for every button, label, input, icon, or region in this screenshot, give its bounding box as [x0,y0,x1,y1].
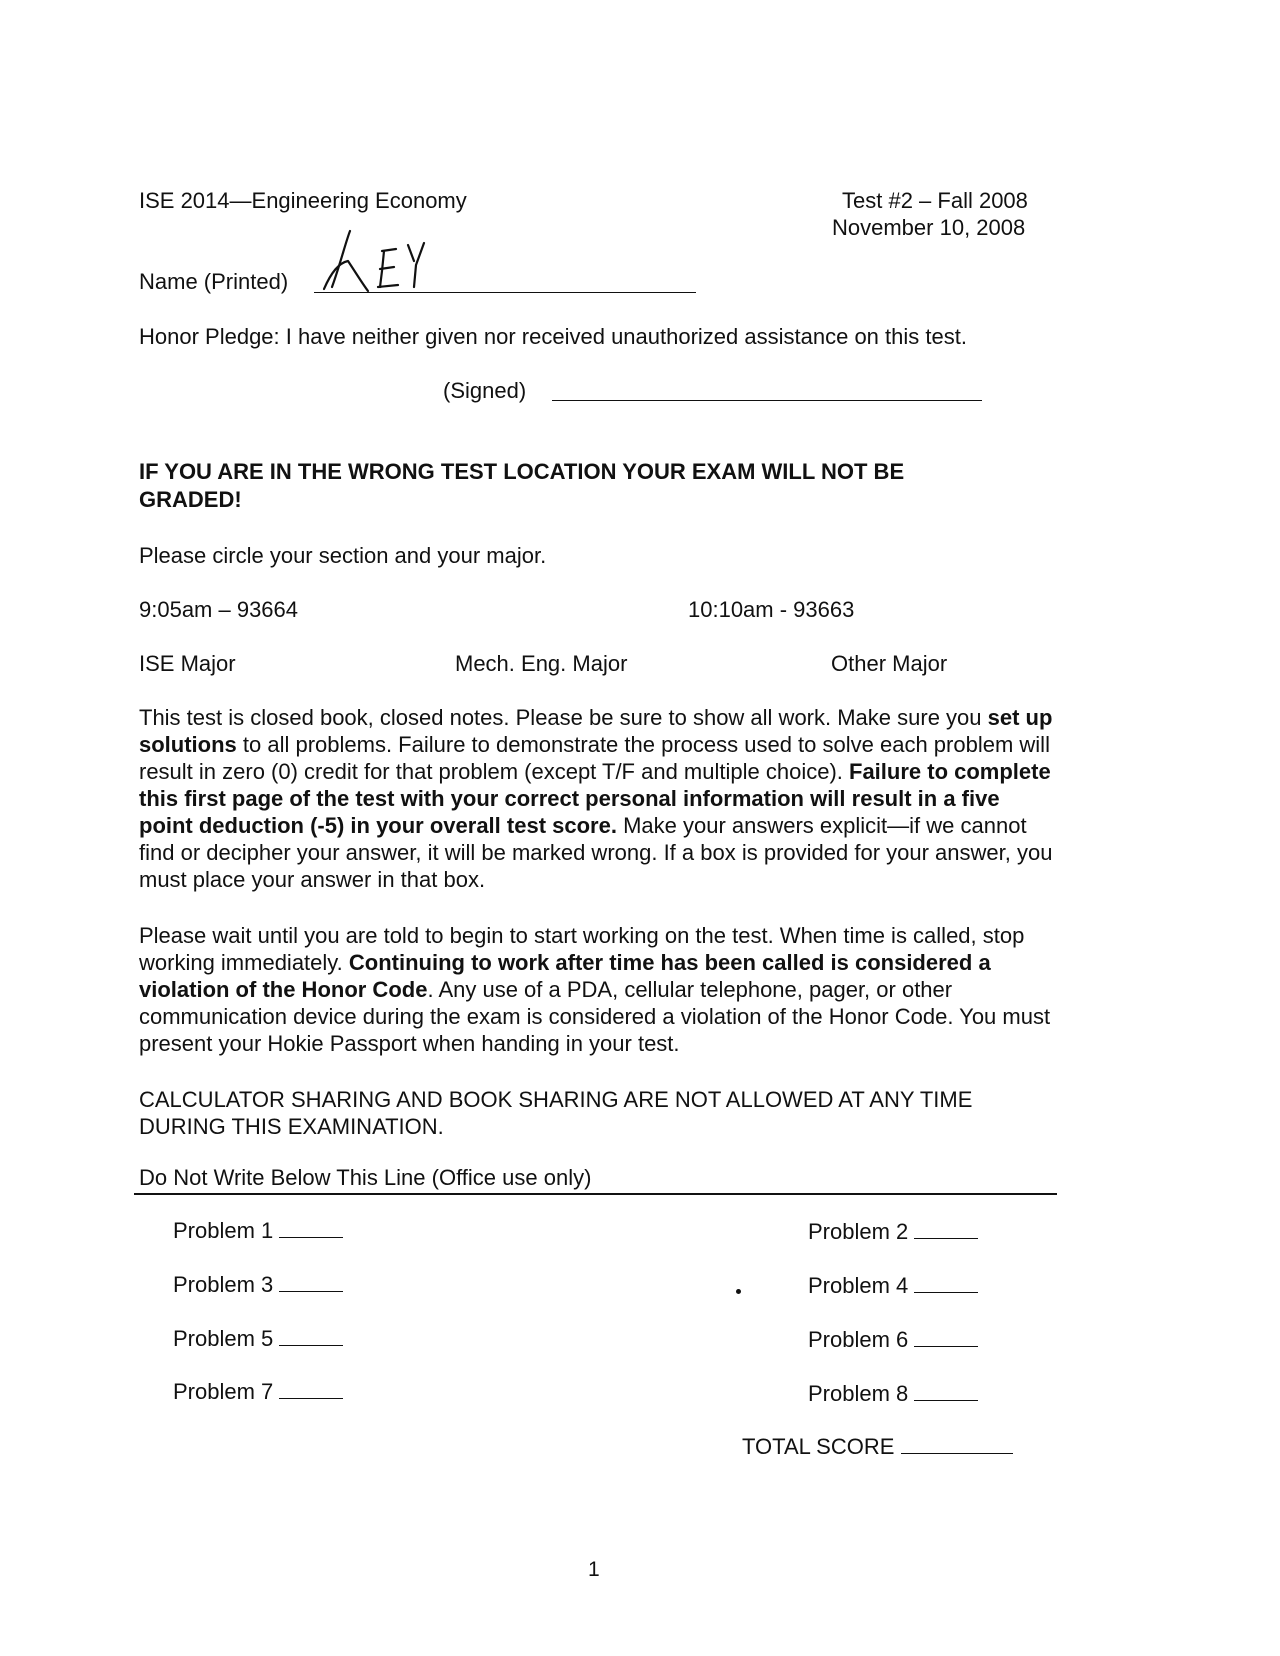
test-label: Test #2 – Fall 2008 [842,188,1028,213]
honor-code-paragraph [139,922,1059,1057]
problem-label: Problem 2 [808,1219,909,1244]
major-option[interactable]: Mech. Eng. Major [455,651,628,676]
problem-score-row [173,1271,343,1298]
instructions-emphasis: set up solutions [139,705,1053,757]
signature-field[interactable] [552,400,982,401]
major-option[interactable]: ISE Major [139,651,236,676]
course-title: ISE 2014—Engineering Economy [139,188,467,213]
section-option[interactable]: 9:05am – 93664 [139,597,299,622]
total-score-label: TOTAL SCORE [742,1434,895,1459]
instructions-text: Please wait until you are told to begin to start working on the test. When time is called, stop working immediately. [139,923,1025,975]
location-warning-line-1: IF YOU ARE IN THE WRONG TEST LOCATION YOUR EXAM WILL NOT BE [139,459,905,484]
instructions-text: This test is closed book, closed notes. Please be sure to show all work. Make sure you [139,705,988,730]
page-number: 1 [588,1558,600,1581]
instructions-text: to all problems. Failure to demonstrate the process used to solve each problem will result in zero (0) credit for that problem (except T/F and multiple choice). [139,732,1050,784]
problem-label: Problem 8 [808,1381,909,1406]
total-score-row [742,1433,1013,1460]
office-use-divider [134,1193,1057,1195]
instructions-paragraph [139,704,1059,893]
section-option[interactable]: 10:10am - 93663 [688,597,855,622]
instructions-text: . Any use of a PDA, cellular telephone, pager, or other communication device during the exam is considered a violation of the Honor Code. You must present your Hokie Passport when handing in your test. [139,977,1051,1056]
problem-label: Problem 5 [173,1326,274,1351]
office-use-label: Do Not Write Below This Line (Office use only) [139,1165,592,1190]
total-score-field[interactable] [901,1435,1013,1454]
test-date: November 10, 2008 [832,215,1026,240]
score-field[interactable] [914,1220,978,1239]
score-field[interactable] [279,1327,343,1346]
instructions-emphasis: Failure to complete this first page of the test with your correct personal information will result in a five point deduction (-5) in your overall test score. [139,759,1051,838]
problem-label: Problem 1 [173,1218,274,1243]
problem-label: Problem 7 [173,1379,274,1404]
name-label: Name (Printed) [139,269,289,294]
instructions-emphasis: Continuing to work after time has been called is considered a violation of the Honor Code [139,950,991,1002]
score-field[interactable] [914,1328,978,1347]
signed-label: (Signed) [443,378,527,403]
instructions-text: Make your answers explicit—if we cannot find or decipher your answer, it will be marked wrong. If a box is provided for your answer, you must place your answer in that box. [139,813,1053,892]
problem-label: Problem 6 [808,1327,909,1352]
location-warning-line-2: GRADED! [139,487,242,512]
problem-score-row [173,1217,343,1244]
stray-mark [736,1289,741,1294]
major-option[interactable]: Other Major [831,651,948,676]
score-field[interactable] [279,1219,343,1238]
problem-score-row [808,1380,978,1407]
score-field[interactable] [279,1273,343,1292]
score-field[interactable] [914,1382,978,1401]
handwritten-key-signature [316,225,436,297]
problem-score-row [173,1325,343,1352]
problem-score-row [173,1378,343,1405]
problem-label: Problem 3 [173,1272,274,1297]
problem-label: Problem 4 [808,1273,909,1298]
problem-score-row [808,1272,978,1299]
circle-instructions: Please circle your section and your major. [139,543,547,568]
problem-score-row [808,1218,978,1245]
score-field[interactable] [279,1380,343,1399]
honor-pledge: Honor Pledge: I have neither given nor received unauthorized assistance on this test. [139,324,967,349]
problem-score-row [808,1326,978,1353]
calculator-notice: CALCULATOR SHARING AND BOOK SHARING ARE NOT ALLOWED AT ANY TIME DURING THIS EXAMINATION. [139,1087,973,1139]
score-field[interactable] [914,1274,978,1293]
